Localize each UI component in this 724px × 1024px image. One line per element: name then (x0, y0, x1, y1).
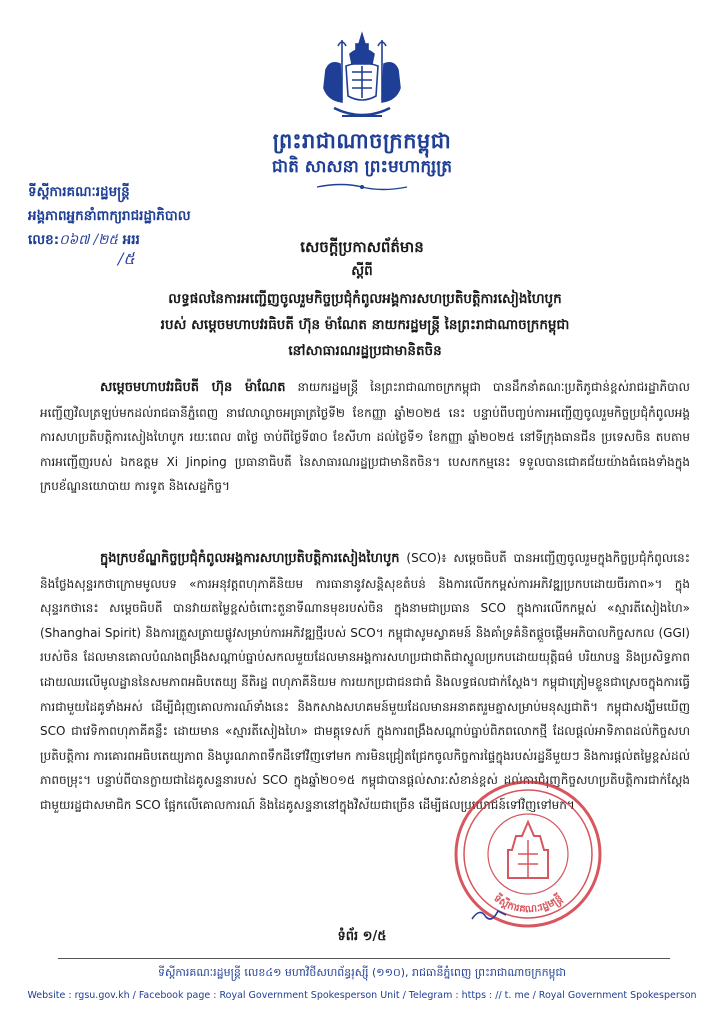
reference-suffix: អររ (117, 232, 140, 248)
royal-emblem (312, 30, 412, 128)
reference-handwritten: ០៦៧ /២៥ (59, 232, 118, 248)
office-name: ទីស្ដីការគណៈរដ្ឋមន្ត្រី (28, 184, 130, 200)
motto-ornament (312, 182, 412, 192)
footer-divider (58, 958, 670, 959)
reference-label: លេខ: (28, 232, 60, 248)
paragraph-2-body: (SCO)៖ សម្តេចធិបតី បានអញ្ជើញចូលរួមក្នុងកិច្ចប្រជុំកំពូលនេះ និងថ្លែងសុន្ទរកថាក្រោមមូលបទ «ការអនុវត្តពហុភាគីនិយម ការធានានូវសន្តិសុខតំបន់ និងការលើកកម្ពស់ការអភិវឌ្ឍប្រកបដោយចីរភាព»។ ក្នុងសុន្ទរកថានេះ សម្តេចធិបតី បានវាយតម្លៃខ្ពស់ចំពោះតួនាទីណានមុខរបស់ចិន ក្នុងនាមជាប្រធាន SCO ក្នុងការលើកកម្ពស់ «ស្មារតីសៀងហៃ» (Shanghai Spirit) និងការត្រួសត្រាយផ្លូវសម្រាប់ការអភិវឌ្ឍថ្មីរបស់ SCO។ កម្ពុជាសូមស្វាគមន៍ និងគាំទ្រគំនិតផ្តួចផ្តើមអភិបាលកិច្ចសកល (GGI) របស់ចិន ដែលមានគោលបំណងពង្រឹងសណ្តាប់ធ្នាប់សកលមួយដែលមានអង្គការសហប្រជាជាតិជាស្នូលប្រកបដោយយុត្តិធម៌ បរិយាបន្ន និងប្រសិទ្ធភាព ដោយឈរលើមូលដ្ឋាននៃសមភាពអធិបតេយ្យ នីតិរដ្ឋ ពហុភាគីនិយម ការយកប្រជាជនជាធំ និងលទ្ធផលជាក់ស្តែង។ កម្ពុជាត្រៀមខ្លួនជាស្រេចក្នុងការធ្វើការជាមួយដៃគូទាំងអស់ ដើម្បីជំរុញគោលការណ៍ទាំងនេះ និងកសាងសហគមន៍មួយដែលមានអនាគតរួមគ្នាសម្រាប់មនុស្សជាតិ។ កម្ពុជាសង្ឃឹមឃើញ SCO ជាវេទិកាពហុភាគីគន្លឹះ ដោយមាន «ស្មារតីសៀងហៃ» ជាមគ្គុទេសក៍ ក្នុងការពង្រឹងសណ្តាប់ធ្នាប់ពិភពលោកថ្មី ដែលផ្តល់អាទិភាពដល់កិច្ចសហប្រតិបត្តិការ ការគោរពអធិបតេយ្យភាព និងបូរណភាពទឹកដីទៅវិញទៅមក ការមិនជ្រៀតជ្រែកចូលកិច្ចការផ្ទៃក្នុងរបស់រដ្ឋនីមួយៗ និងការផ្តល់តម្លៃខ្ពស់ដល់ភាពចម្រុះ។ បន្ទាប់ពីបានក្លាយជាដៃគូសន្ទនារបស់ SCO ក្នុងឆ្នាំ២០១៥ កម្ពុជាបានផ្តល់សារៈសំខាន់ខ្ពស់ ដល់ការជំរុញកិច្ចសហប្រតិបត្តិការជាក់ស្តែងជាមួយរដ្ឋជាសមាជិក SCO ផ្អែកលើគោលការណ៍ និងដៃគូសន្ទនានៅក្នុងវិស័យជាច្រើន ដើម្បីផលប្រយោជន៍ទៅវិញទៅមក។ (40, 551, 690, 812)
handwritten-number: /៥ (118, 249, 135, 268)
headline-line-3: នៅសាធារណរដ្ឋប្រជាមានិតចិន (288, 343, 442, 359)
footer-contacts: Website : rgsu.gov.kh / Facebook page : Royal Government Spokesperson Unit / Telegram : https : // t. me / Royal Government Spokesperson (27, 990, 697, 1001)
headline (40, 286, 690, 364)
footer-address: ទីស្តីការគណៈរដ្ឋមន្ត្រី លេខ៤១ មហាវិថីសហព័ន្ធរុស្ស៊ី (១១០), រាជធានីភ្នំពេញ ព្រះរាជាណាចក្រកម្ពុជា (157, 966, 567, 979)
kingdom-title: ព្រះរាជាណាចក្រកម្ពុជា (272, 129, 452, 153)
paragraph-1-lead: សម្តេចមហាបវរធិបតី ហ៊ុន ម៉ាណែត (100, 380, 286, 395)
page-number: ទំព័រ ១/៥ (337, 929, 387, 944)
headline-line-1: លទ្ធផលនៃការអញ្ជើញចូលរួមកិច្ចប្រជុំកំពូលអង្គការសហប្រតិបត្តិការសៀងហៃបូក (168, 291, 562, 307)
stamp-text: ទីស្តីការគណៈរដ្ឋមន្ត្រី (491, 892, 565, 916)
signature (470, 905, 510, 925)
paragraph-1 (40, 375, 690, 499)
paragraph-1-body: នាយករដ្ឋមន្ត្រី នៃព្រះរាជាណាចក្រកម្ពុជា បានដឹកនាំគណៈប្រតិភូជាន់ខ្ពស់រាជរដ្ឋាភិបាល អញ្ជើញវិលត្រឡប់មកដល់រាជធានីភ្នំពេញ នាវេលាល្ងាចអធ្រាត្រថ្ងៃទី២ ខែកញ្ញា ឆ្នាំ២០២៥ នេះ បន្ទាប់ពីបញ្ចប់ការអញ្ជើញចូលរួមកិច្ចប្រជុំកំពូលអង្គការសហប្រតិបត្តិការសៀងហៃបូក រយៈពេល ៣ថ្ងៃ ចាប់ពីថ្ងៃទី៣០ ខែសីហា ដល់ថ្ងៃទី១ ខែកញ្ញា ឆ្នាំ២០២៥ នៅទីក្រុងធានជីន ប្រទេសចិន តបតាមការអញ្ជើញរបស់ ឯកឧត្តម Xi Jinping ប្រធានាធិបតី នៃសាធារណរដ្ឋប្រជាមានិតចិន។ បេសកកម្មនេះ ទទួលបានជោគជ័យយ៉ាងធំធេងទាំងក្នុងក្របខ័ណ្ឌនយោបាយ ការទូត និងសេដ្ឋកិច្ច។ (40, 380, 690, 494)
paragraph-2-lead: ក្នុងក្របខ័ណ្ឌកិច្ចប្រជុំកំពូលអង្គការសហប្រតិបត្តិការសៀងហៃបូក (100, 551, 400, 566)
kingdom-motto: ជាតិ សាសនា ព្រះមហាក្សត្រ (271, 157, 453, 177)
subject-label: ស្តីពី (351, 263, 373, 279)
paragraph-2 (40, 546, 690, 818)
office-unit: អង្គភាពអ្នកនាំពាក្យរាជរដ្ឋាភិបាល (28, 208, 191, 224)
headline-line-2: របស់ សម្តេចមហាបវរធិបតី ហ៊ុន ម៉ាណែត នាយករដ្ឋមន្ត្រី នៃព្រះរាជាណាចក្រកម្ពុជា (160, 317, 570, 333)
document-type: សេចក្តីប្រកាសព័ត៌មាន (300, 238, 424, 256)
